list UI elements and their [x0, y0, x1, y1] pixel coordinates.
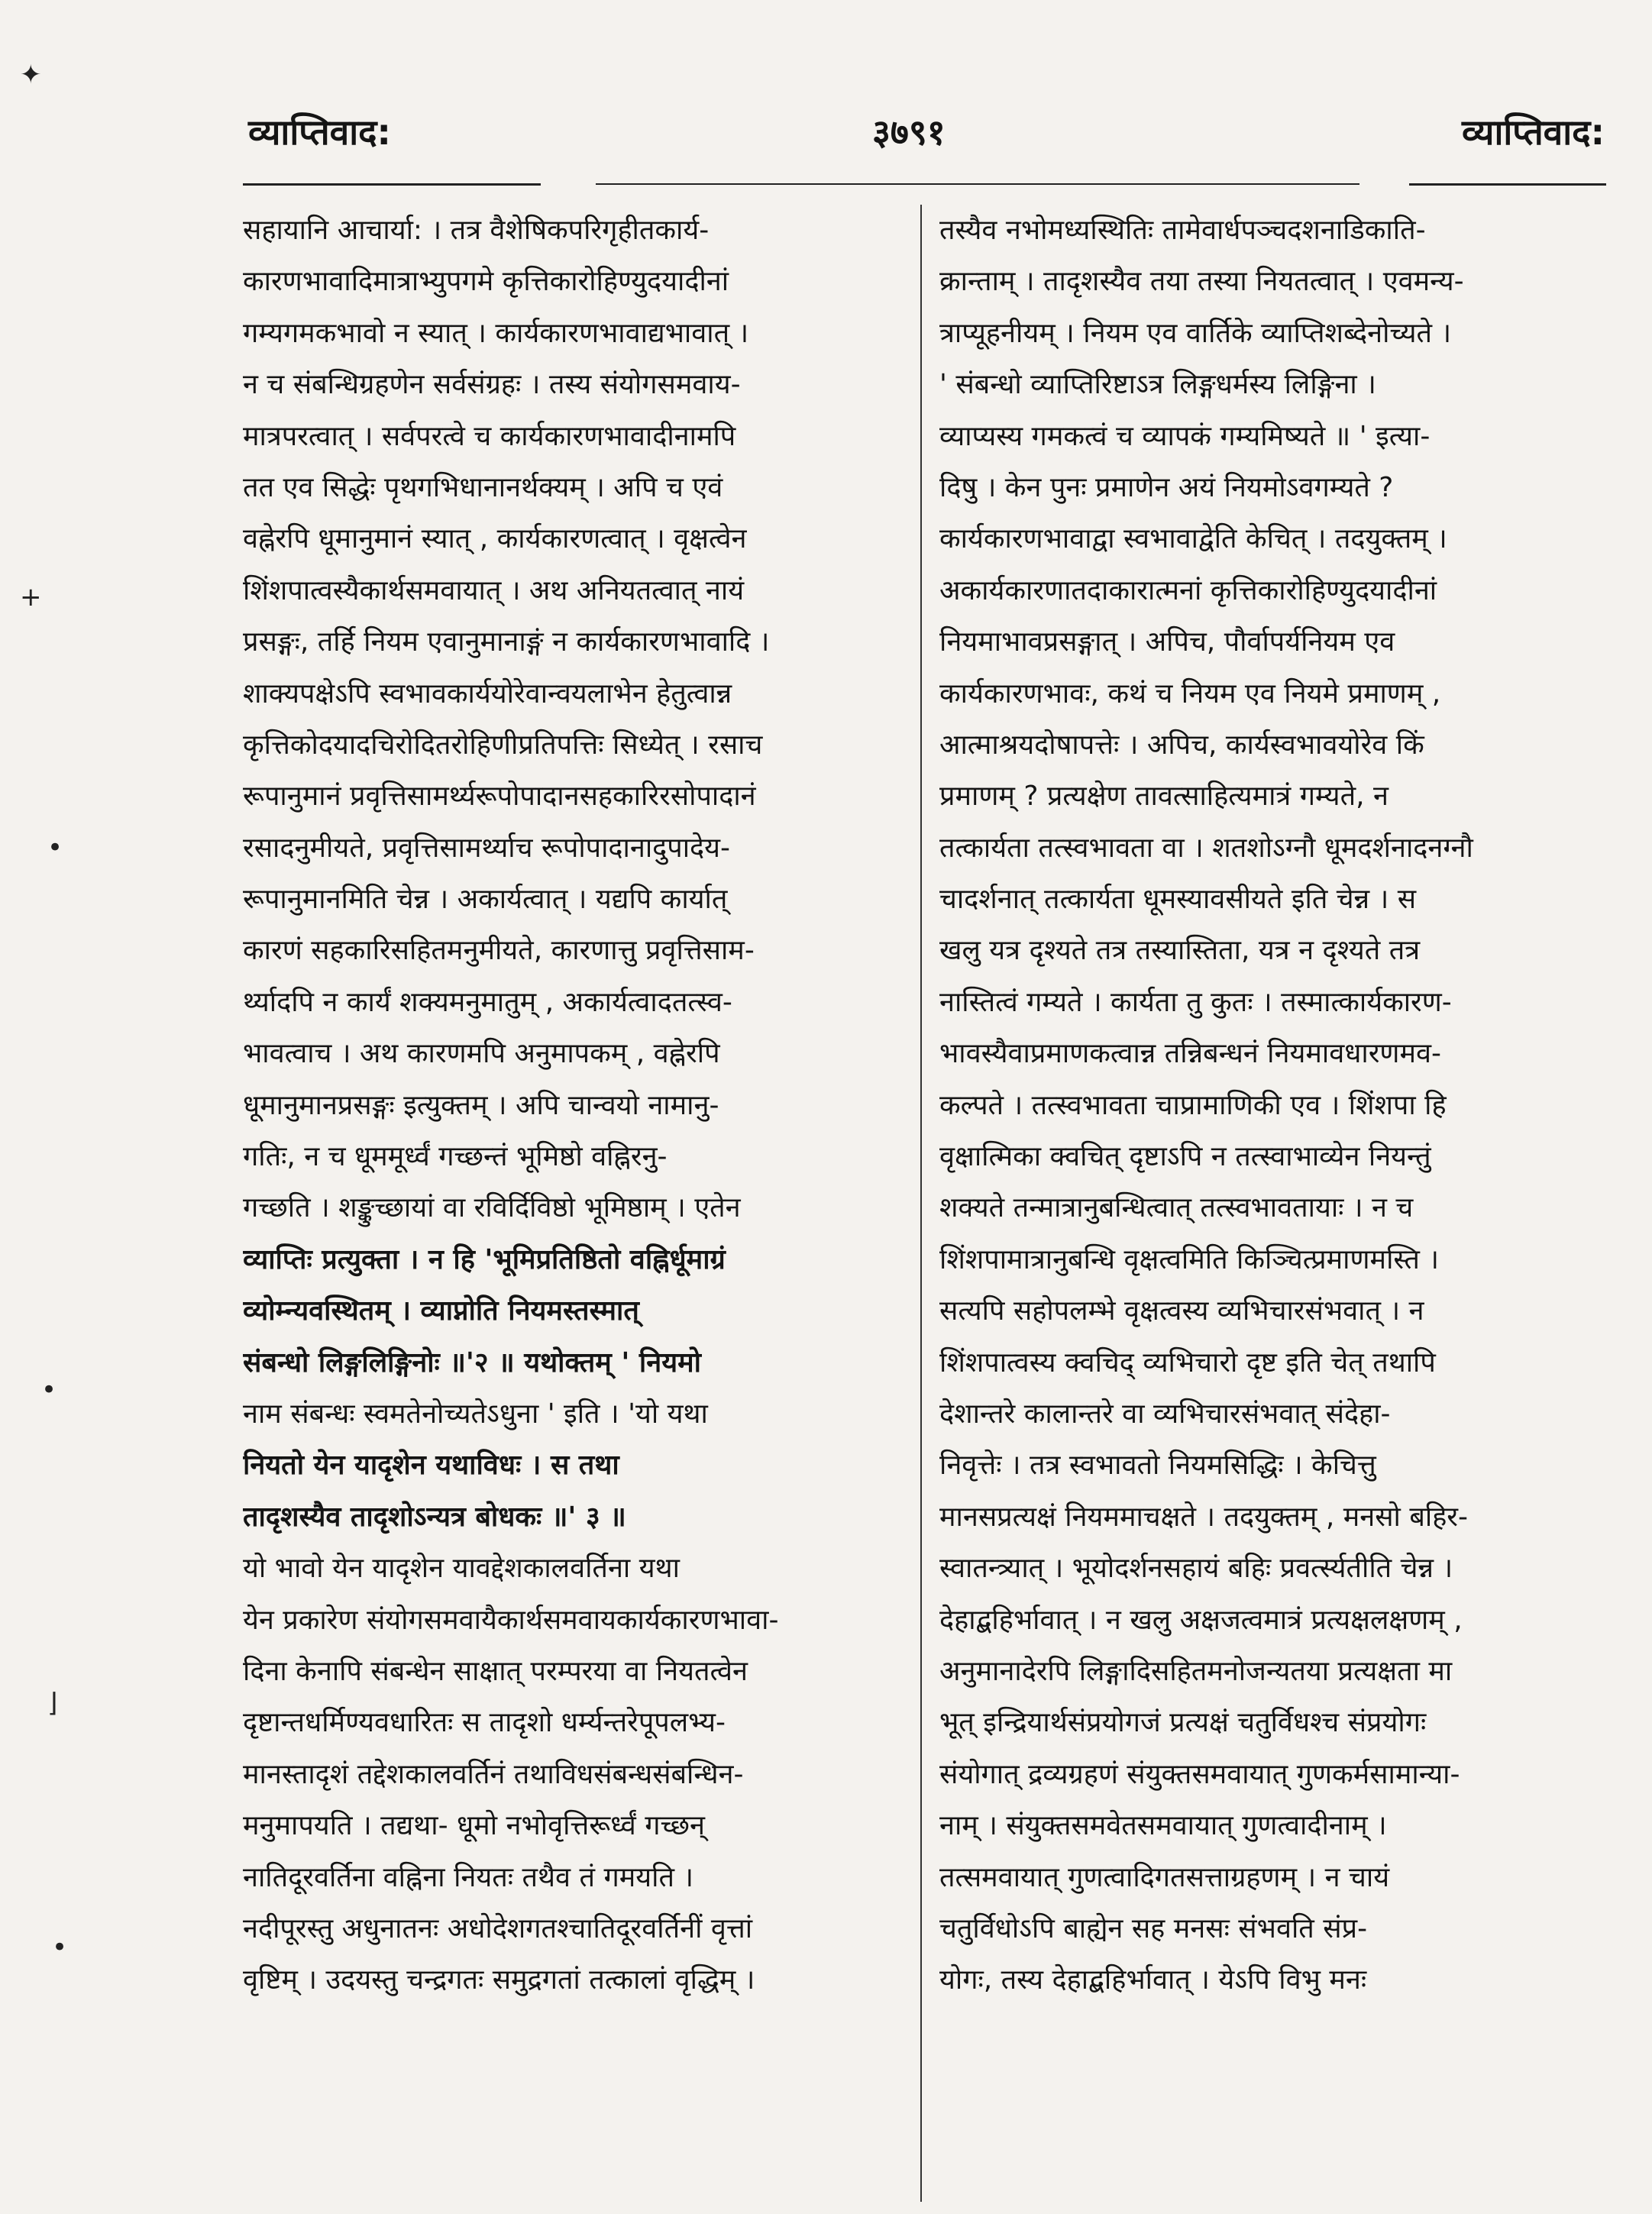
text-line: संबन्धो लिङ्गलिङ्गिनोः ॥'२ ॥ यथोक्तम् ' नियमो: [243, 1346, 701, 1378]
text-line: आत्माश्रयदोषापत्तेः । अपिच, कार्यस्वभावयोरेव किं: [939, 729, 1424, 761]
text-line: शक्यते तन्मात्रानुबन्धित्वात् तत्स्वभावतायाः । न च: [939, 1192, 1414, 1224]
text-line: नाम् । संयुक्तसमवेतसमवायात् गुणत्वादीनाम् ।: [939, 1810, 1387, 1842]
text-line: वृष्टिम् । उदयस्तु चन्द्रगतः समुद्रगतां तत्कालां वृद्धिम् ।: [243, 1964, 755, 1996]
text-line: प्रसङ्गः, तर्हि नियम एवानुमानाङ्गं न कार्यकारणभावादि ।: [243, 626, 770, 658]
text-line: सहायानि आचार्या: । तत्र वैशेषिकपरिगृहीतकार्य-: [243, 215, 710, 246]
text-line: तस्यैव नभोमध्यस्थितिः तामेवार्धपञ्चदशनाडिकाति-: [939, 215, 1426, 246]
text-line: गम्यगमकभावो न स्यात् । कार्यकारणभावाद्यभावात् ।: [243, 317, 749, 349]
text-line: तादृशस्यैव तादृशोऽन्यत्र बोधकः ॥' ३ ॥: [243, 1501, 626, 1533]
text-line: रूपानुमानमिति चेन्न । अकार्यत्वात् । यद्यपि कार्यात्: [243, 884, 728, 916]
text-line: अनुमानादेरपि लिङ्गादिसहितमनोजन्यतया प्रत्यक्षता मा: [939, 1655, 1453, 1687]
text-line: मात्रपरत्वात् । सर्वपरत्वे च कार्यकारणभावादीनामपि: [243, 420, 736, 452]
text-line: कल्पते । तत्स्वभावता चाप्रामाणिकी एव । शिंशपा हि: [939, 1089, 1447, 1121]
page-number: ३७९१: [872, 112, 946, 153]
text-line: स्वातन्त्र्यात् । भूयोदर्शनसहायं बहिः प्रवर्त्स्यतीति चेन्न ।: [939, 1553, 1453, 1585]
text-line: देशान्तरे कालान्तरे वा व्यभिचारसंभवात् संदेहा-: [939, 1398, 1391, 1430]
text-line: दिना केनापि संबन्धेन साक्षात् परम्परया वा नियतत्वेन: [243, 1655, 748, 1687]
text-line: तत एव सिद्धेः पृथगभिधानानर्थक्यम् । अपि च एवं: [243, 471, 723, 503]
header-rule-center: [596, 183, 1359, 185]
text-line: शाक्यपक्षेऽपि स्वभावकार्ययोरेवान्वयलाभेन हेतुत्वान्न: [243, 677, 732, 709]
text-line: शिंशपामात्रानुबन्धि वृक्षत्वमिति किञ्चित्प्रमाणमस्ति ।: [939, 1243, 1439, 1275]
running-head-right: व्याप्तिवाद:: [1462, 112, 1605, 153]
text-line: त्राप्यूहनीयम् । नियम एव वार्तिके व्याप्तिशब्देनोच्यते ।: [939, 317, 1452, 349]
text-line: नास्तित्वं गम्यते । कार्यता तु कुतः । तस्मात्कार्यकारण-: [939, 986, 1452, 1018]
text-line: कार्यकारणभावः, कथं च नियम एव नियमे प्रमाणम् ,: [939, 677, 1441, 709]
text-line: दिषु । केन पुनः प्रमाणेन अयं नियमोऽवगम्यते ?: [939, 471, 1394, 503]
text-line: गच्छति । शङ्कुच्छायां वा रविर्दिविष्ठो भूमिष्ठाम् । एतेन: [243, 1192, 741, 1224]
text-line: नियतो येन यादृशेन यथाविधः । स तथा: [243, 1450, 619, 1482]
text-line: शिंशपात्वस्य क्वचिद् व्यभिचारो दृष्ट इति चेत् तथापि: [939, 1346, 1436, 1378]
text-line: येन प्रकारेण संयोगसमवायैकार्थसमवायकार्यकारणभावा-: [243, 1604, 779, 1636]
text-line: भावस्यैवाप्रमाणकत्वान्न तन्निबन्धनं नियमावधारणमव-: [939, 1038, 1441, 1070]
text-line: खलु यत्र दृश्यते तत्र तस्यास्तिता, यत्र न दृश्यते तत्र: [939, 935, 1421, 967]
text-line: प्रमाणम् ? प्रत्यक्षेण तावत्साहित्यमात्रं गम्यते, न: [939, 781, 1389, 813]
right-text-column: [939, 205, 1612, 2006]
text-line: तत्कार्यता तत्स्वभावता वा । शतशोऽग्नौ धूमदर्शनादनग्नौ: [939, 832, 1473, 864]
text-line: नदीपूरस्तु अधुनातनः अधोदेशगतश्चातिदूरवर्तिनीं वृत्तां: [243, 1912, 753, 1944]
text-line: क्रान्ताम् । तादृशस्यैव तया तस्या नियतत्वात् । एवमन्य-: [939, 266, 1464, 298]
margin-mark: +: [20, 582, 42, 612]
text-line: व्याप्यस्य गमकत्वं च व्यापकं गम्यमिष्यते ॥ ' इत्या-: [939, 420, 1431, 452]
text-line: निवृत्तेः । तत्र स्वभावतो नियमसिद्धिः । केचित्तु: [939, 1450, 1376, 1482]
text-line: सत्यपि सहोपलम्भे वृक्षत्वस्य व्यभिचारसंभवात् । न: [939, 1295, 1424, 1327]
text-line: नियमाभावप्रसङ्गात् । अपिच, पौर्वापर्यनियम एव: [939, 626, 1395, 658]
text-line: रसादनुमीयते, प्रवृत्तिसामर्थ्याच रूपोपादानादुपादेय-: [243, 832, 731, 864]
text-line: चादर्शनात् तत्कार्यता धूमस्यावसीयते इति चेन्न । स: [939, 884, 1417, 916]
text-line: भावत्वाच । अथ कारणमपि अनुमापकम् , वह्नेरपि: [243, 1038, 720, 1070]
margin-mark: •: [41, 1375, 57, 1405]
text-line: तत्समवायात् गुणत्वादिगतसत्ताग्रहणम् । न चायं: [939, 1861, 1390, 1893]
margin-mark: •: [52, 1932, 68, 1963]
text-line: योगः, तस्य देहाद्बहिर्भावात् । येऽपि विभु मनः: [939, 1964, 1367, 1996]
left-text-column: [243, 205, 915, 2006]
text-line: वह्नेरपि धूमानुमानं स्यात् , कार्यकारणत्वात् । वृक्षत्वेन: [243, 523, 747, 555]
text-line: रूपानुमानं प्रवृत्तिसामर्थ्यरूपोपादानसहकारिरसोपादानं: [243, 781, 756, 813]
column-divider: [920, 205, 922, 2202]
text-line: व्योम्न्यवस्थितम् । व्याप्नोति नियमस्तस्मात्: [243, 1295, 639, 1327]
text-line: दृष्टान्तधर्मिण्यवधारितः स तादृशो धर्म्यन्तरेपूपलभ्य-: [243, 1707, 726, 1739]
text-line: देहाद्बहिर्भावात् । न खलु अक्षजत्वमात्रं प्रत्यक्षलक्षणम् ,: [939, 1604, 1463, 1636]
margin-mark: ⌋: [47, 1688, 58, 1718]
text-line: मानसप्रत्यक्षं नियममाचक्षते । तदयुक्तम् , मनसो बहिर-: [939, 1501, 1469, 1533]
text-line: नातिदूरवर्तिना वह्निना नियतः तथैव तं गमयति ।: [243, 1861, 694, 1893]
header-rule-right: [1409, 183, 1606, 186]
text-line: कारणं सहकारिसहितमनुमीयते, कारणात्तु प्रवृत्तिसाम-: [243, 935, 755, 967]
text-line: धूमानुमानप्रसङ्गः इत्युक्तम् । अपि चान्वयो नामानु-: [243, 1089, 719, 1121]
text-line: वृक्षात्मिका क्वचित् दृष्टाऽपि न तत्स्वाभाव्येन नियन्तुं: [939, 1141, 1431, 1173]
text-line: ' संबन्धो व्याप्तिरिष्टाऽत्र लिङ्गधर्मस्य लिङ्गिना ।: [939, 369, 1376, 401]
text-line: मानस्तादृशं तद्देशकालवर्तिनं तथाविधसंबन्धसंबन्धिन-: [243, 1758, 744, 1790]
text-line: व्याप्तिः प्रत्युक्ता । न हि 'भूमिप्रतिष्ठितो वह्निर्धूमाग्रं: [243, 1243, 726, 1275]
text-line: मनुमापयति । तद्यथा- धूमो नभोवृत्तिरूर्ध्वं गच्छन्: [243, 1810, 705, 1842]
header-rule-left: [243, 183, 541, 186]
margin-mark: ✦: [20, 60, 42, 90]
text-line: यो भावो येन यादृशेन यावद्देशकालवर्तिना यथा: [243, 1553, 680, 1585]
text-line: भूत् इन्द्रियार्थसंप्रयोगजं प्रत्यक्षं चतुर्विधश्च संप्रयोगः: [939, 1707, 1427, 1739]
text-line: कृत्तिकोदयादचिरोदितरोहिणीप्रतिपत्तिः सिध्येत् । रसाच: [243, 729, 763, 761]
text-line: कार्यकारणभावाद्वा स्वभावाद्वेति केचित् । तदयुक्तम् ।: [939, 523, 1447, 555]
text-line: संयोगात् द्रव्यग्रहणं संयुक्तसमवायात् गुणकर्मसामान्या-: [939, 1758, 1460, 1790]
text-line: नाम संबन्धः स्वमतेनोच्यतेऽधुना ' इति । 'यो यथा: [243, 1398, 708, 1430]
running-head-left: व्याप्तिवाद:: [248, 112, 391, 153]
text-line: कारणभावादिमात्राभ्युपगमे कृत्तिकारोहिण्युदयादीनां: [243, 266, 729, 298]
text-line: शिंशपात्वस्यैकार्थसमवायात् । अथ अनियतत्वात् नायं: [243, 574, 745, 606]
text-line: अकार्यकारणातदाकारात्मनां कृत्तिकारोहिण्युदयादीनां: [939, 574, 1437, 606]
text-line: र्थ्यादपि न कार्यं शक्यमनुमातुम् , अकार्यत्वादतत्स्व-: [243, 986, 732, 1018]
text-line: गतिः, न च धूममूर्ध्वं गच्छन्तं भूमिष्ठो वह्निरनु-: [243, 1141, 668, 1173]
text-line: चतुर्विधोऽपि बाह्येन सह मनसः संभवति संप्र-: [939, 1912, 1368, 1944]
margin-mark: •: [47, 832, 63, 863]
text-line: न च संबन्धिग्रहणेन सर्वसंग्रहः । तस्य संयोगसमवाय-: [243, 369, 741, 401]
